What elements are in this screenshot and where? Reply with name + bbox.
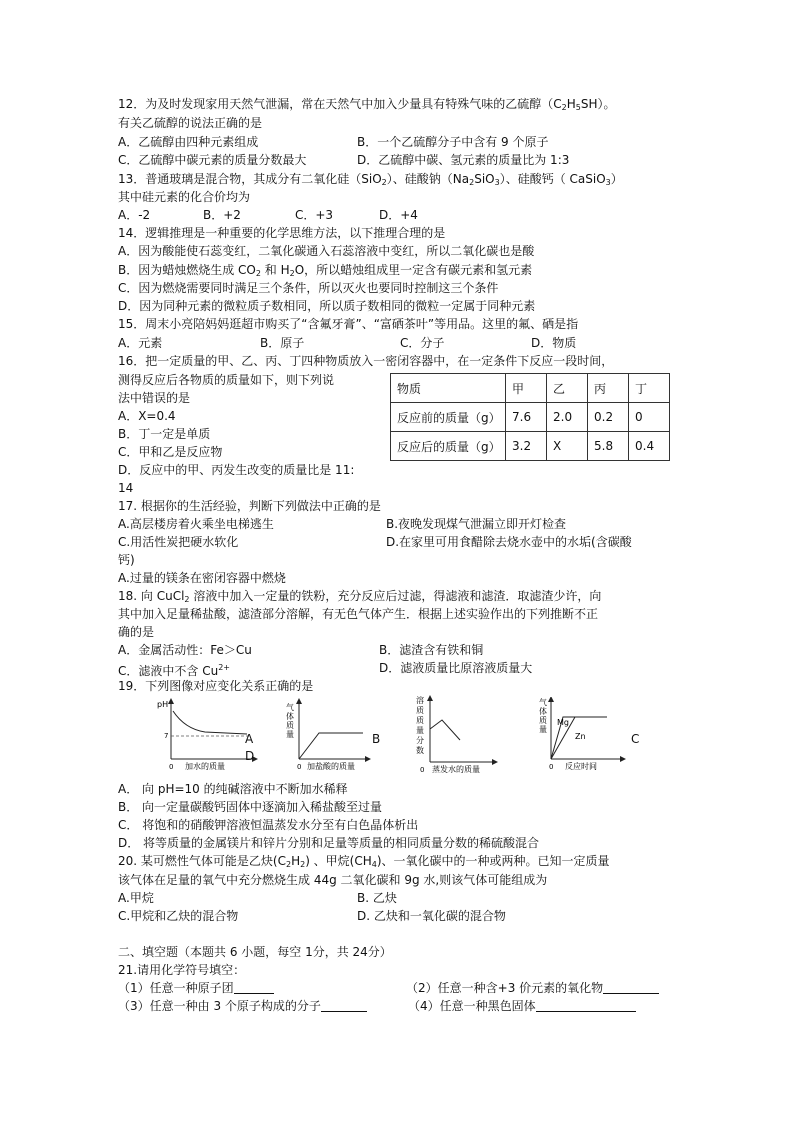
table-cell: X	[547, 432, 588, 461]
q15-option-b: B．原子	[260, 336, 305, 350]
table-cell: 乙	[547, 374, 588, 403]
q19-graph-letter-c: C	[631, 732, 640, 746]
q16-data-table	[390, 373, 670, 461]
q17-option-c: C.用活性炭把硬水软化	[118, 535, 239, 549]
answer-blank[interactable]	[321, 999, 367, 1012]
answer-blank[interactable]	[234, 981, 274, 994]
q15-option-d: D．物质	[531, 336, 577, 350]
tick-7-label: 7	[164, 732, 169, 740]
q18-stem-2: 其中加入足量稀盐酸，滤渣部分溶解，有无色气体产生．根据上述实验作出的下列推断不正	[118, 607, 599, 621]
table-row	[391, 432, 670, 461]
q20-option-d: D. 乙炔和一氧化碳的混合物	[357, 909, 506, 923]
q20-stem: 20. 某可燃性气体可能是乙炔$(C_2H_2)$ 、甲烷$(CH_4)$、一氧化碳中的一种或两种。已知一定质量	[118, 854, 610, 869]
q12-stem: 12．为及时发现家用天然气泄漏，常在天然气中加入少量具有特殊气味的乙硫醇$(C_2H_5SH)$。	[118, 97, 616, 112]
q19-stem: 19．下列图像对应变化关系正确的是	[118, 679, 314, 693]
table-cell: 0.2	[588, 403, 629, 432]
q18-option-a: A．金属活动性：Fe＞Cu	[118, 643, 252, 657]
x-axis-label: 蒸发水的质量	[432, 765, 480, 774]
q20-stem-2: 该气体在足量的氧气中充分燃烧生成 44g 二氧化碳和 9g 水,则该气体可能组成为	[118, 873, 548, 887]
concentration-curve	[430, 720, 460, 740]
q20-option-c: C.甲烷和乙炔的混合物	[118, 909, 239, 923]
table-cell: 7.6	[506, 403, 547, 432]
origin-label: 0	[297, 763, 302, 771]
q16-stem-2: 测得反应后各物质的质量如下，则下列说	[118, 373, 335, 387]
q18-stem: 18. 向 CuCl$_2$ 溶液中加入一定量的铁粉，充分反应后过滤，得滤液和滤渣．取滤渣少许，向	[118, 589, 602, 604]
section-2-heading: 二、填空题（本题共 6 小题，每空 1分，共 24分）	[118, 945, 392, 959]
q20-option-a: A.甲烷	[118, 891, 154, 905]
table-cell: 甲	[506, 374, 547, 403]
q19-graph-letter-d: D	[245, 749, 255, 763]
mg-label: Mg	[557, 718, 569, 727]
q20-option-b: B. 乙炔	[357, 891, 397, 905]
x-axis-label: 反应时间	[565, 762, 597, 771]
zn-label: Zn	[575, 732, 586, 741]
q16-option-c: C．甲和乙是反应物	[118, 445, 223, 459]
origin-label: 0	[169, 763, 174, 771]
q16-stem-3: 法中错误的是	[118, 391, 191, 405]
table-row	[391, 403, 670, 432]
q14-stem: 14．逻辑推理是一种重要的化学思维方法，以下推理合理的是	[118, 226, 446, 240]
gas-mass-curve	[299, 733, 363, 759]
y-axis-label: 气 体 质 量	[286, 703, 294, 739]
q13-option-c: C．+3	[295, 208, 334, 222]
table-cell: 丁	[629, 374, 670, 403]
q18-stem-3: 确的是	[118, 625, 155, 639]
q17-option-d: D.在家里可用食醋除去烧水壶中的水垢(含碳酸	[386, 535, 632, 549]
answer-blank[interactable]	[603, 981, 659, 994]
q19-graph-c	[410, 694, 500, 774]
q21-stem: 21.请用化学符号填空：	[118, 963, 246, 977]
q14-option-d: D．因为同种元素的微粒质子数相同，所以质子数相同的微粒一定属于同种元素	[118, 299, 536, 313]
y-axis-label: 溶 质 质 量 分 数	[416, 696, 424, 755]
q13-option-b: B．+2	[203, 208, 241, 222]
table-cell: 物质	[391, 374, 506, 403]
answer-blank[interactable]	[536, 999, 636, 1012]
table-cell: 丙	[588, 374, 629, 403]
q19-graph-letter-b: B	[372, 732, 381, 746]
q16-stem: 16．把一定质量的甲、乙、丙、丁四种物质放入一密闭容器中，在一定条件下反应一段时间，	[118, 354, 614, 368]
q13-stem: 13．普通玻璃是混合物，其成分有二氧化硅（SiO$_2$）、硅酸钠$(Na_2SiO_3)$、硅酸钙（ CaSiO$_3$）	[118, 172, 623, 187]
table-cell: 反应前的质量（g）	[391, 403, 506, 432]
origin-label: 0	[549, 763, 554, 771]
x-axis-label: 加盐酸的质量	[307, 762, 355, 771]
q19-option-c: C． 将饱和的硝酸钾溶液恒温蒸发水分至有白色晶体析出	[118, 818, 419, 832]
q16-option-d: D．反应中的甲、丙发生改变的质量比是 11:	[118, 463, 355, 477]
q21-part-2: （2）任意一种含+3 价元素的氧化物	[406, 979, 659, 997]
q16-option-a: A．X=0.4	[118, 409, 176, 423]
q14-option-a: A．因为酸能使石蕊变红，二氧化碳通入石蕊溶液中变红，所以二氧化碳也是酸	[118, 244, 535, 258]
q19-graph-b	[283, 697, 383, 772]
q15-option-a: A．元素	[118, 336, 163, 350]
q16-option-d-cont: 14	[118, 481, 134, 495]
q12-stem-2: 有关乙硫醇的说法正确的是	[118, 116, 263, 130]
q21-part-3: （3）任意一种由 3 个原子构成的分子	[118, 997, 367, 1015]
q12-option-b: B．一个乙硫醇分子中含有 9 个原子	[357, 135, 549, 149]
q17-option-b: B.夜晚发现煤气泄漏立即开灯检查	[386, 517, 567, 531]
y-axis-label: 气 体 质 量	[539, 698, 547, 734]
ph-curve	[173, 711, 247, 734]
q18-option-d: D．滤液质量比原溶液质量大	[379, 661, 533, 675]
q16-option-b: B．丁一定是单质	[118, 427, 211, 441]
q18-option-c: C．滤液中不含 $Cu^{2+}$	[118, 663, 230, 678]
table-cell: 0.4	[629, 432, 670, 461]
q14-option-b: B．因为蜡烛燃烧生成 $CO_2$ 和 $H_2O$，所以蜡烛组成里一定含有碳元素和氢元素	[118, 263, 533, 278]
q19-graph-letter-a: A	[245, 732, 254, 746]
q14-option-c: C．因为燃烧需要同时满足三个条件，所以灭火也要同时控制这三个条件	[118, 281, 499, 295]
q12-option-d: D．乙硫醇中碳、氢元素的质量比为 1:3	[357, 153, 570, 167]
q15-stem: 15．周末小亮陪妈妈逛超市购买了“含氟牙膏”、“富硒茶叶”等用品。这里的氟、硒是指	[118, 317, 579, 331]
q15-option-c: C．分子	[400, 336, 445, 350]
q17-stem: 17. 根据你的生活经验，判断下列做法中正确的是	[118, 499, 381, 513]
table-cell: 2.0	[547, 403, 588, 432]
table-cell: 3.2	[506, 432, 547, 461]
q19-graph-d	[535, 697, 630, 772]
q19-option-d: D． 将等质量的金属镁片和锌片分别和足量等质量的相同质量分数的稀硫酸混合	[118, 836, 540, 850]
q17-option-d-cont: 钙)	[118, 553, 135, 567]
origin-label: 0	[420, 766, 425, 774]
q17-option-a: A.高层楼房着火乘坐电梯逃生	[118, 517, 274, 531]
x-axis-label: 加水的质量	[185, 762, 225, 771]
q12-option-a: A．乙硫醇由四种元素组成	[118, 135, 259, 149]
q12-option-c: C．乙硫醇中碳元素的质量分数最大	[118, 153, 307, 167]
q13-option-a: A．-2	[118, 208, 151, 222]
table-cell: 5.8	[588, 432, 629, 461]
table-row	[391, 374, 670, 403]
q19-option-b: B． 向一定量碳酸钙固体中逐滴加入稀盐酸至过量	[118, 800, 383, 814]
table-cell: 0	[629, 403, 670, 432]
q21-part-1: （1）任意一种原子团	[118, 979, 274, 997]
q17-extra-line: A.过量的镁条在密闭容器中燃烧	[118, 571, 286, 585]
q21-part-4: （4）任意一种黑色固体	[408, 997, 636, 1015]
q18-option-b: B．滤渣含有铁和铜	[379, 643, 484, 657]
q13-option-d: D．+4	[379, 208, 418, 222]
q13-stem-2: 其中硅元素的化合价均为	[118, 190, 251, 204]
table-cell: 反应后的质量（g）	[391, 432, 506, 461]
ph-axis-label: pH	[157, 700, 169, 709]
q19-option-a: A． 向 pH=10 的纯碱溶液中不断加水稀释	[118, 782, 348, 796]
